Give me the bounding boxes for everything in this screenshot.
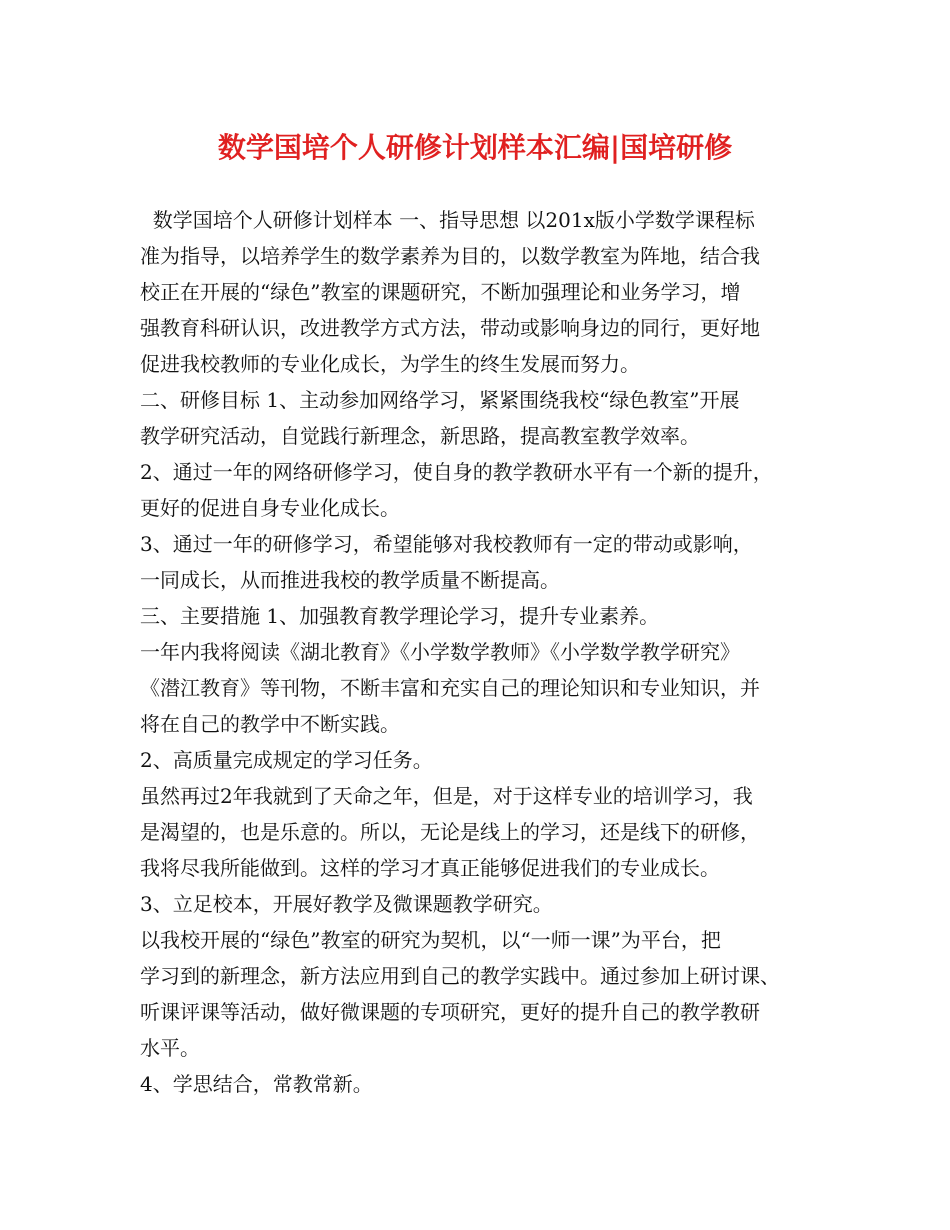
text-line: 一年内我将阅读《湖北教育》《小学数学教师》《小学数学教学研究》: [140, 640, 740, 664]
document-title: 数学国培个人研修计划样本汇编|国培研修: [217, 131, 733, 164]
text-line: 2、通过一年的网络研修学习，使自身的教学教研水平有一个新的提升，: [140, 460, 773, 484]
document-body: [140, 202, 820, 1102]
text-line: 三、主要措施 1、加强教育教学理论学习，提升专业素养。: [140, 604, 660, 628]
text-line: 数学国培个人研修计划样本 一、指导思想 以201x版小学数学课程标: [140, 208, 755, 232]
text-line: 4、学思结合，常教常新。: [140, 1072, 373, 1096]
text-line: 二、研修目标 1、主动参加网络学习，紧紧围绕我校“绿色教室”开展: [140, 388, 740, 412]
text-line: 3、通过一年的研修学习，希望能够对我校教师有一定的带动或影响，: [140, 532, 753, 556]
text-line: 3、立足校本，开展好教学及微课题教学研究。: [140, 892, 553, 916]
text-line: 校正在开展的“绿色”教室的课题研究，不断加强理论和业务学习，增: [140, 280, 741, 304]
text-line: 以我校开展的“绿色”教室的研究为契机，以“一师一课”为平台，把: [140, 928, 721, 952]
text-line: 我将尽我所能做到。这样的学习才真正能够促进我们的专业成长。: [140, 856, 720, 880]
text-line: 是渴望的，也是乐意的。所以，无论是线上的学习，还是线下的研修，: [140, 820, 760, 844]
text-line: 听课评课等活动，做好微课题的专项研究，更好的提升自己的教学教研: [140, 1000, 760, 1024]
text-line: 准为指导，以培养学生的数学素养为目的，以数学教室为阵地，结合我: [140, 244, 760, 268]
text-line: 强教育科研认识，改进教学方式方法，带动或影响身边的同行，更好地: [140, 316, 760, 340]
text-line: 教学研究活动，自觉践行新理念，新思路，提高教室教学效率。: [140, 424, 700, 448]
text-line: 一同成长，从而推进我校的教学质量不断提高。: [140, 568, 560, 592]
text-line: 更好的促进自身专业化成长。: [140, 496, 400, 520]
text-line: 学习到的新理念，新方法应用到自己的教学实践中。通过参加上研讨课、: [140, 964, 780, 988]
text-line: 促进我校教师的专业化成长，为学生的终生发展而努力。: [140, 352, 640, 376]
text-line: 2、高质量完成规定的学习任务。: [140, 748, 433, 772]
text-line: 《潜江教育》等刊物，不断丰富和充实自己的理论知识和专业知识，并: [140, 676, 760, 700]
text-line: 将在自己的教学中不断实践。: [140, 712, 400, 736]
text-line: 虽然再过2年我就到了天命之年，但是，对于这样专业的培训学习，我: [140, 784, 753, 808]
text-line: 水平。: [140, 1036, 200, 1060]
